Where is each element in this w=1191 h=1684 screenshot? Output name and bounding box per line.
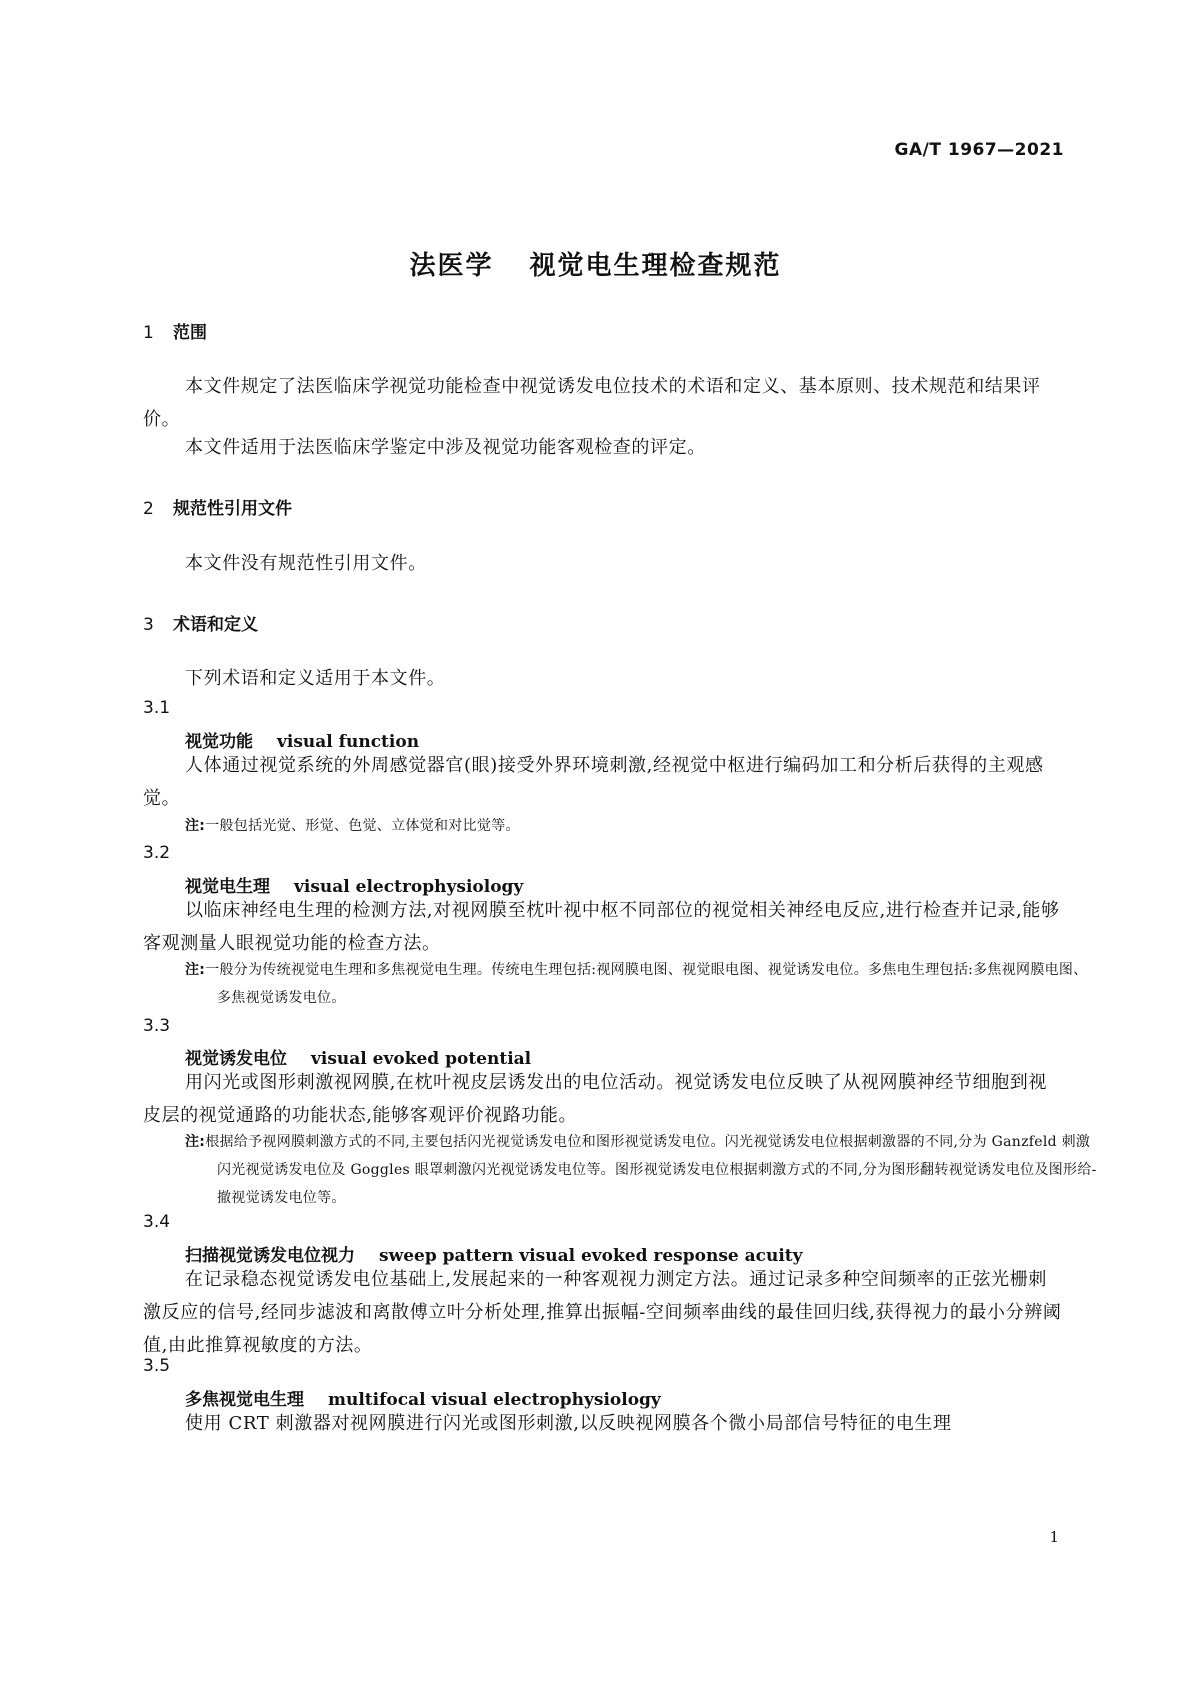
- note-text: 一般包括光觉、形觉、色觉、立体觉和对比觉等。: [205, 818, 520, 834]
- term-zh: 视觉功能: [185, 732, 253, 752]
- term-definition: 以临床神经电生理的检测方法,对视网膜至枕叶视中枢不同部位的视觉相关神经电反应,进行检查并记录,能够客观测量人眼视觉功能的检查方法。: [143, 900, 1060, 954]
- document-title: [0, 245, 1191, 282]
- term-en: visual evoked potential: [311, 1049, 532, 1069]
- section-1-paragraph-1: 本文件规定了法医临床学视觉功能检查中视觉诱发电位技术的术语和定义、基本原则、技术规范和结果评价。: [143, 376, 1041, 430]
- term-note: [185, 812, 1065, 840]
- term-definition: 用闪光或图形刺激视网膜,在枕叶视皮层诱发出的电位活动。视觉诱发电位反映了从视网膜神经节细胞到视皮层的视觉通路的功能状态,能够客观评价视路功能。: [143, 1072, 1047, 1126]
- clause-number: 3.3: [143, 1016, 171, 1036]
- clause-number: 3.1: [143, 698, 171, 718]
- term-en: visual electrophysiology: [294, 877, 524, 897]
- section-1-heading: 1 范围: [143, 323, 207, 343]
- term-en: sweep pattern visual evoked response acuity: [379, 1246, 803, 1266]
- term-definition: 人体通过视觉系统的外周感觉器官(眼)接受外界环境刺激,经视觉中枢进行编码加工和分析后获得的主观感觉。: [143, 755, 1044, 809]
- term-definition: 使用 CRT 刺激器对视网膜进行闪光或图形刺激,以反映视网膜各个微小局部信号特征的电生理: [185, 1413, 952, 1434]
- page-number: 1: [1049, 1528, 1059, 1546]
- section-1-paragraph-2: 本文件适用于法医临床学鉴定中涉及视觉功能客观检查的评定。: [185, 437, 706, 458]
- note-text: 根据给予视网膜刺激方式的不同,主要包括闪光视觉诱发电位和图形视觉诱发电位。闪光视觉诱发电位根据刺激器的不同,分为 Ganzfeld 刺激闪光视觉诱发电位及 Goggles 眼罩刺激闪光视觉诱发电位等。图形视觉诱发电位根据刺激方式的不同,分为图形翻转视觉诱发电位及图形给-撤视觉诱发电位等。: [205, 1134, 1097, 1206]
- term-en: multifocal visual electrophysiology: [328, 1390, 661, 1410]
- title-part-2: 视觉电生理检查规范: [529, 251, 782, 281]
- term-zh: 扫描视觉诱发电位视力: [185, 1246, 355, 1266]
- term-note: [185, 956, 1097, 1012]
- term-en: visual function: [277, 732, 420, 752]
- section-2-paragraph-1: 本文件没有规范性引用文件。: [185, 553, 427, 574]
- note-label: 注:: [185, 818, 206, 834]
- note-label: 注:: [185, 962, 206, 978]
- term-note: [185, 1128, 1097, 1212]
- note-text: 一般分为传统视觉电生理和多焦视觉电生理。传统电生理包括:视网膜电图、视觉眼电图、视觉诱发电位。多焦电生理包括:多焦视网膜电图、多焦视觉诱发电位。: [205, 962, 1088, 1006]
- title-part-1: 法医学: [409, 251, 494, 281]
- term-definition: 在记录稳态视觉诱发电位基础上,发展起来的一种客观视力测定方法。通过记录多种空间频率的正弦光栅刺激反应的信号,经同步滤波和离散傅立叶分析处理,推算出振幅-空间频率曲线的最佳回归线,获得视力的最小分辨阈值,由此推算视敏度的方法。: [143, 1269, 1062, 1356]
- term-zh: 多焦视觉电生理: [185, 1390, 304, 1410]
- term-zh: 视觉电生理: [185, 877, 270, 897]
- standard-code: GA/T 1967—2021: [894, 140, 1064, 160]
- clause-number: 3.2: [143, 843, 171, 863]
- section-3-heading: 3 术语和定义: [143, 615, 258, 635]
- section-3-paragraph-1: 下列术语和定义适用于本文件。: [185, 668, 446, 689]
- clause-number: 3.4: [143, 1212, 171, 1232]
- note-label: 注:: [185, 1134, 206, 1150]
- section-2-heading: 2 规范性引用文件: [143, 499, 292, 519]
- clause-number: 3.5: [143, 1356, 171, 1376]
- term-zh: 视觉诱发电位: [185, 1049, 287, 1069]
